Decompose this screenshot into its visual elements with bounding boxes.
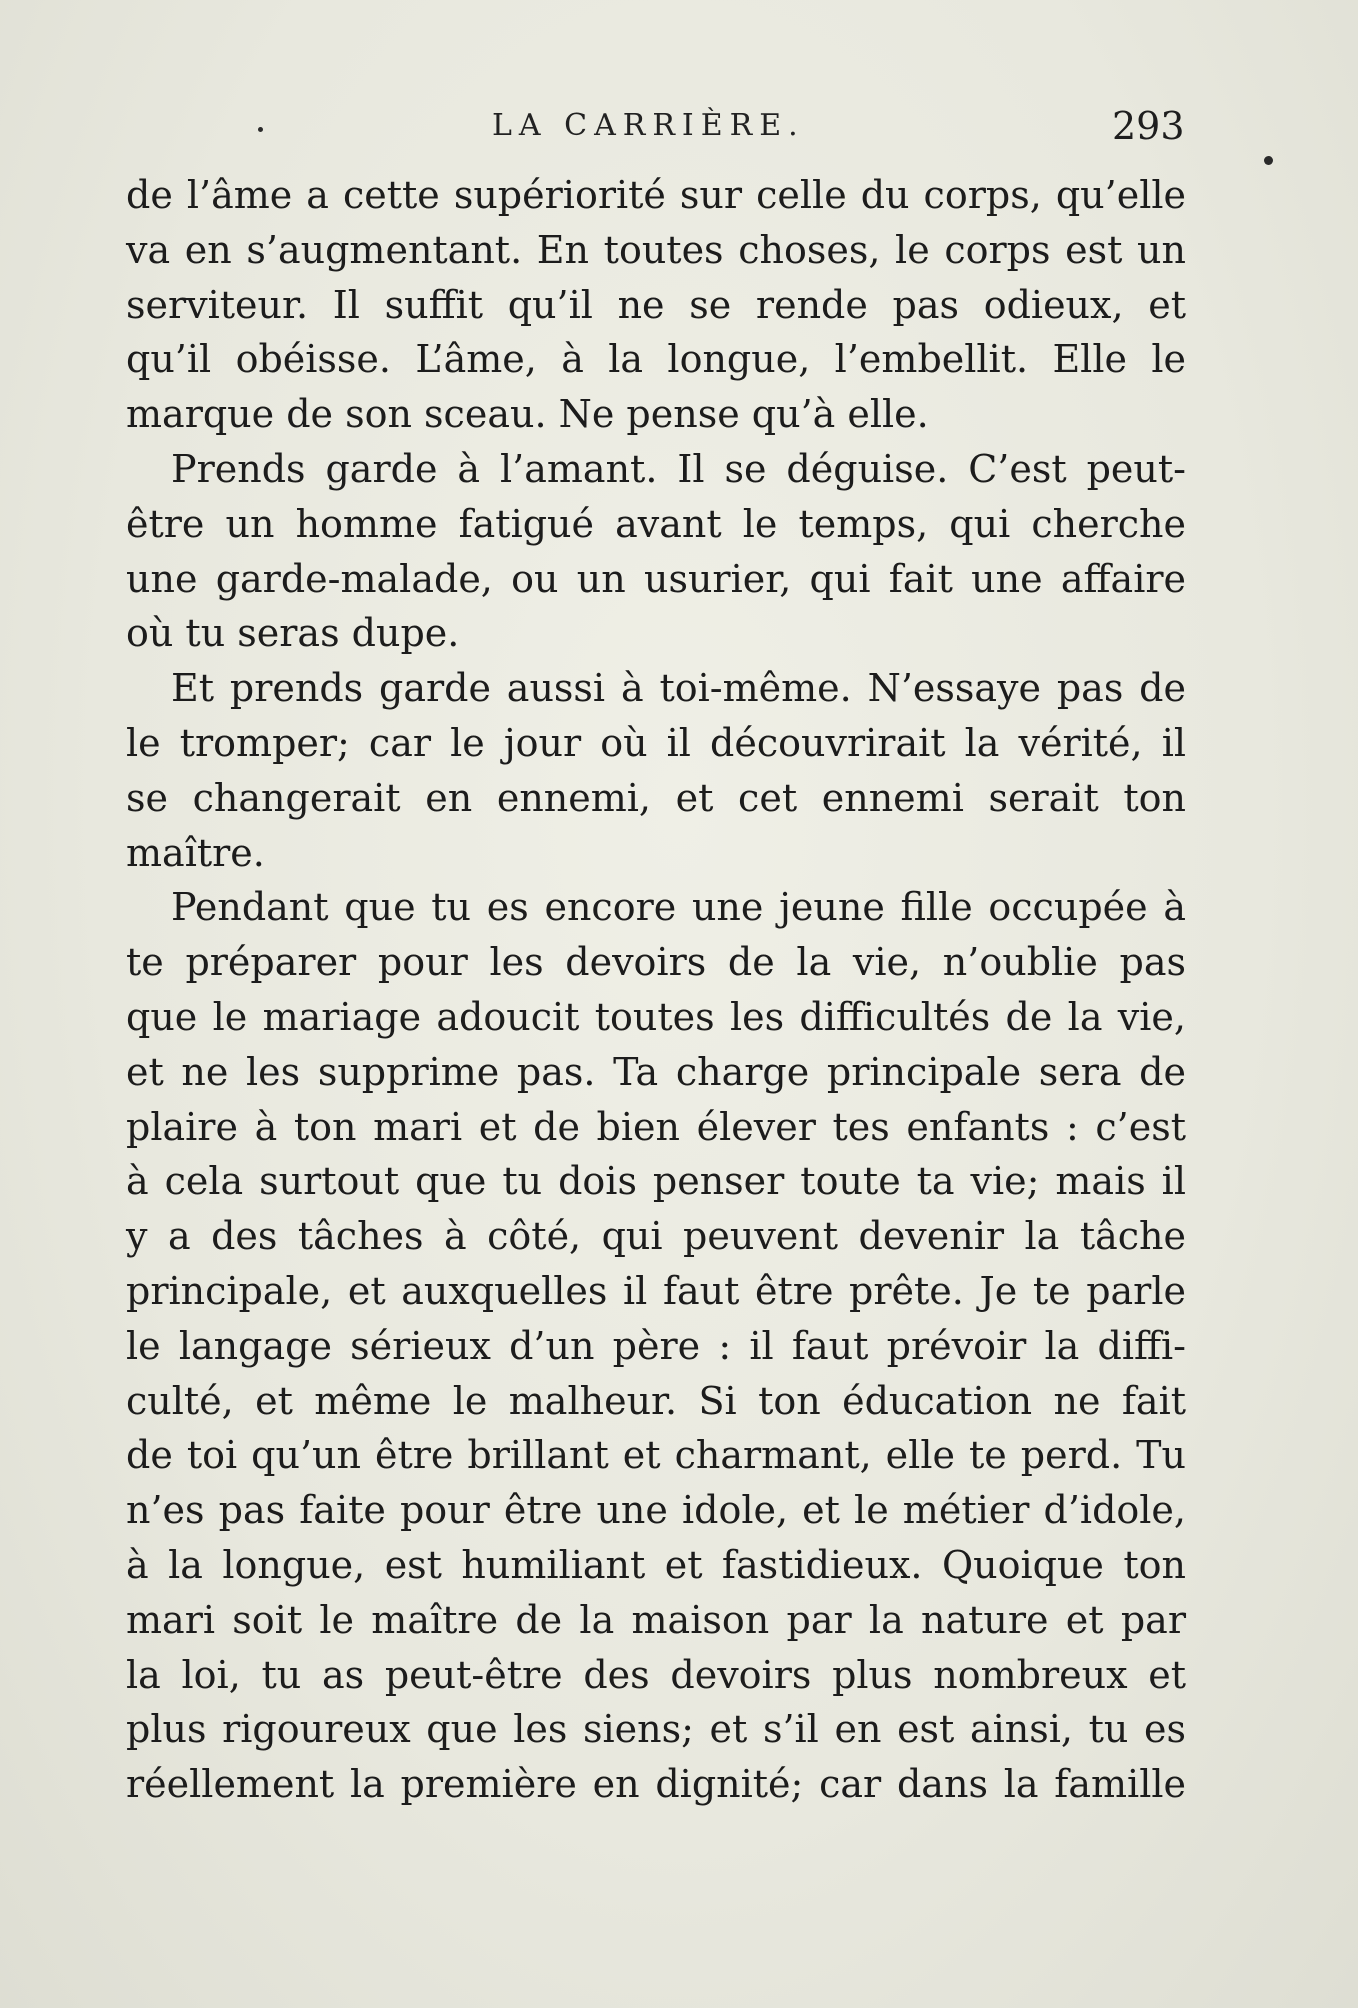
text-line: que le mariage adoucit toutes les difficultés de la vie, — [126, 994, 1186, 1039]
text-line: de l’âme a cette supériorité sur celle du corps, qu’elle — [126, 173, 1186, 217]
text-line: Et prends garde aussi à toi-même. N’essaye pas de — [171, 666, 1186, 711]
text-line: et ne les supprime pas. Ta charge principale sera de — [126, 1049, 1186, 1094]
text-line: à cela surtout que tu dois penser toute ta vie; mais il — [126, 1159, 1186, 1204]
text-line: de toi qu’un être brillant et charmant, elle te perd. Tu — [126, 1433, 1186, 1478]
text-line: où tu seras dupe. — [126, 611, 460, 656]
text-line: à la longue, est humiliant et fastidieux. Quoique ton — [126, 1542, 1186, 1587]
body-text — [126, 168, 1186, 1812]
text-line: y a des tâches à côté, qui peuvent devenir la tâche — [126, 1214, 1186, 1259]
text-line: n’es pas faite pour être une idole, et le métier d’idole, — [126, 1488, 1186, 1533]
text-line: mari soit le maître de la maison par la nature et par — [126, 1597, 1186, 1642]
text-line: plaire à ton mari et de bien élever tes enfants : c’est — [126, 1104, 1186, 1149]
text-line: serviteur. Il suffit qu’il ne se rende pas odieux, et — [126, 282, 1186, 327]
text-line: Pendant que tu es encore une jeune fille occupée à — [171, 885, 1186, 930]
text-line: le tromper; car le jour où il découvrirait la vérité, il — [126, 720, 1186, 765]
ink-speck — [1264, 156, 1273, 165]
text-line: culté, et même le malheur. Si ton éducation ne fait — [126, 1378, 1186, 1423]
text-line: Prends garde à l’amant. Il se déguise. C’est peut- — [171, 446, 1186, 491]
text-line: se changerait en ennemi, et cet ennemi serait ton — [126, 775, 1186, 820]
text-line: qu’il obéisse. L’âme, à la longue, l’embellit. Elle le — [126, 337, 1186, 382]
text-line: plus rigoureux que les siens; et s’il en est ainsi, tu es — [126, 1707, 1186, 1752]
ink-speck — [258, 127, 263, 132]
text-line: la loi, tu as peut-être des devoirs plus nombreux et — [126, 1652, 1186, 1697]
text-line: te préparer pour les devoirs de la vie, n’oublie pas — [126, 940, 1186, 985]
text-line: être un homme fatigué avant le temps, qui cherche — [126, 501, 1186, 546]
running-title: LA CARRIÈRE. — [492, 108, 805, 143]
text-line: principale, et auxquelles il faut être prête. Je te parle — [126, 1268, 1186, 1313]
text-line: une garde-malade, ou un usurier, qui fait une affaire — [126, 556, 1186, 601]
text-line: marque de son sceau. Ne pense qu’à elle. — [126, 392, 929, 437]
text-line: va en s’augmentant. En toutes choses, le corps est un — [126, 227, 1186, 272]
text-line: le langage sérieux d’un père : il faut prévoir la diffi- — [126, 1323, 1186, 1368]
page-header — [0, 104, 1358, 156]
page-number: 293 — [1112, 104, 1185, 148]
text-line: réellement la première en dignité; car dans la famille — [126, 1762, 1186, 1807]
text-line: maître. — [126, 830, 265, 875]
